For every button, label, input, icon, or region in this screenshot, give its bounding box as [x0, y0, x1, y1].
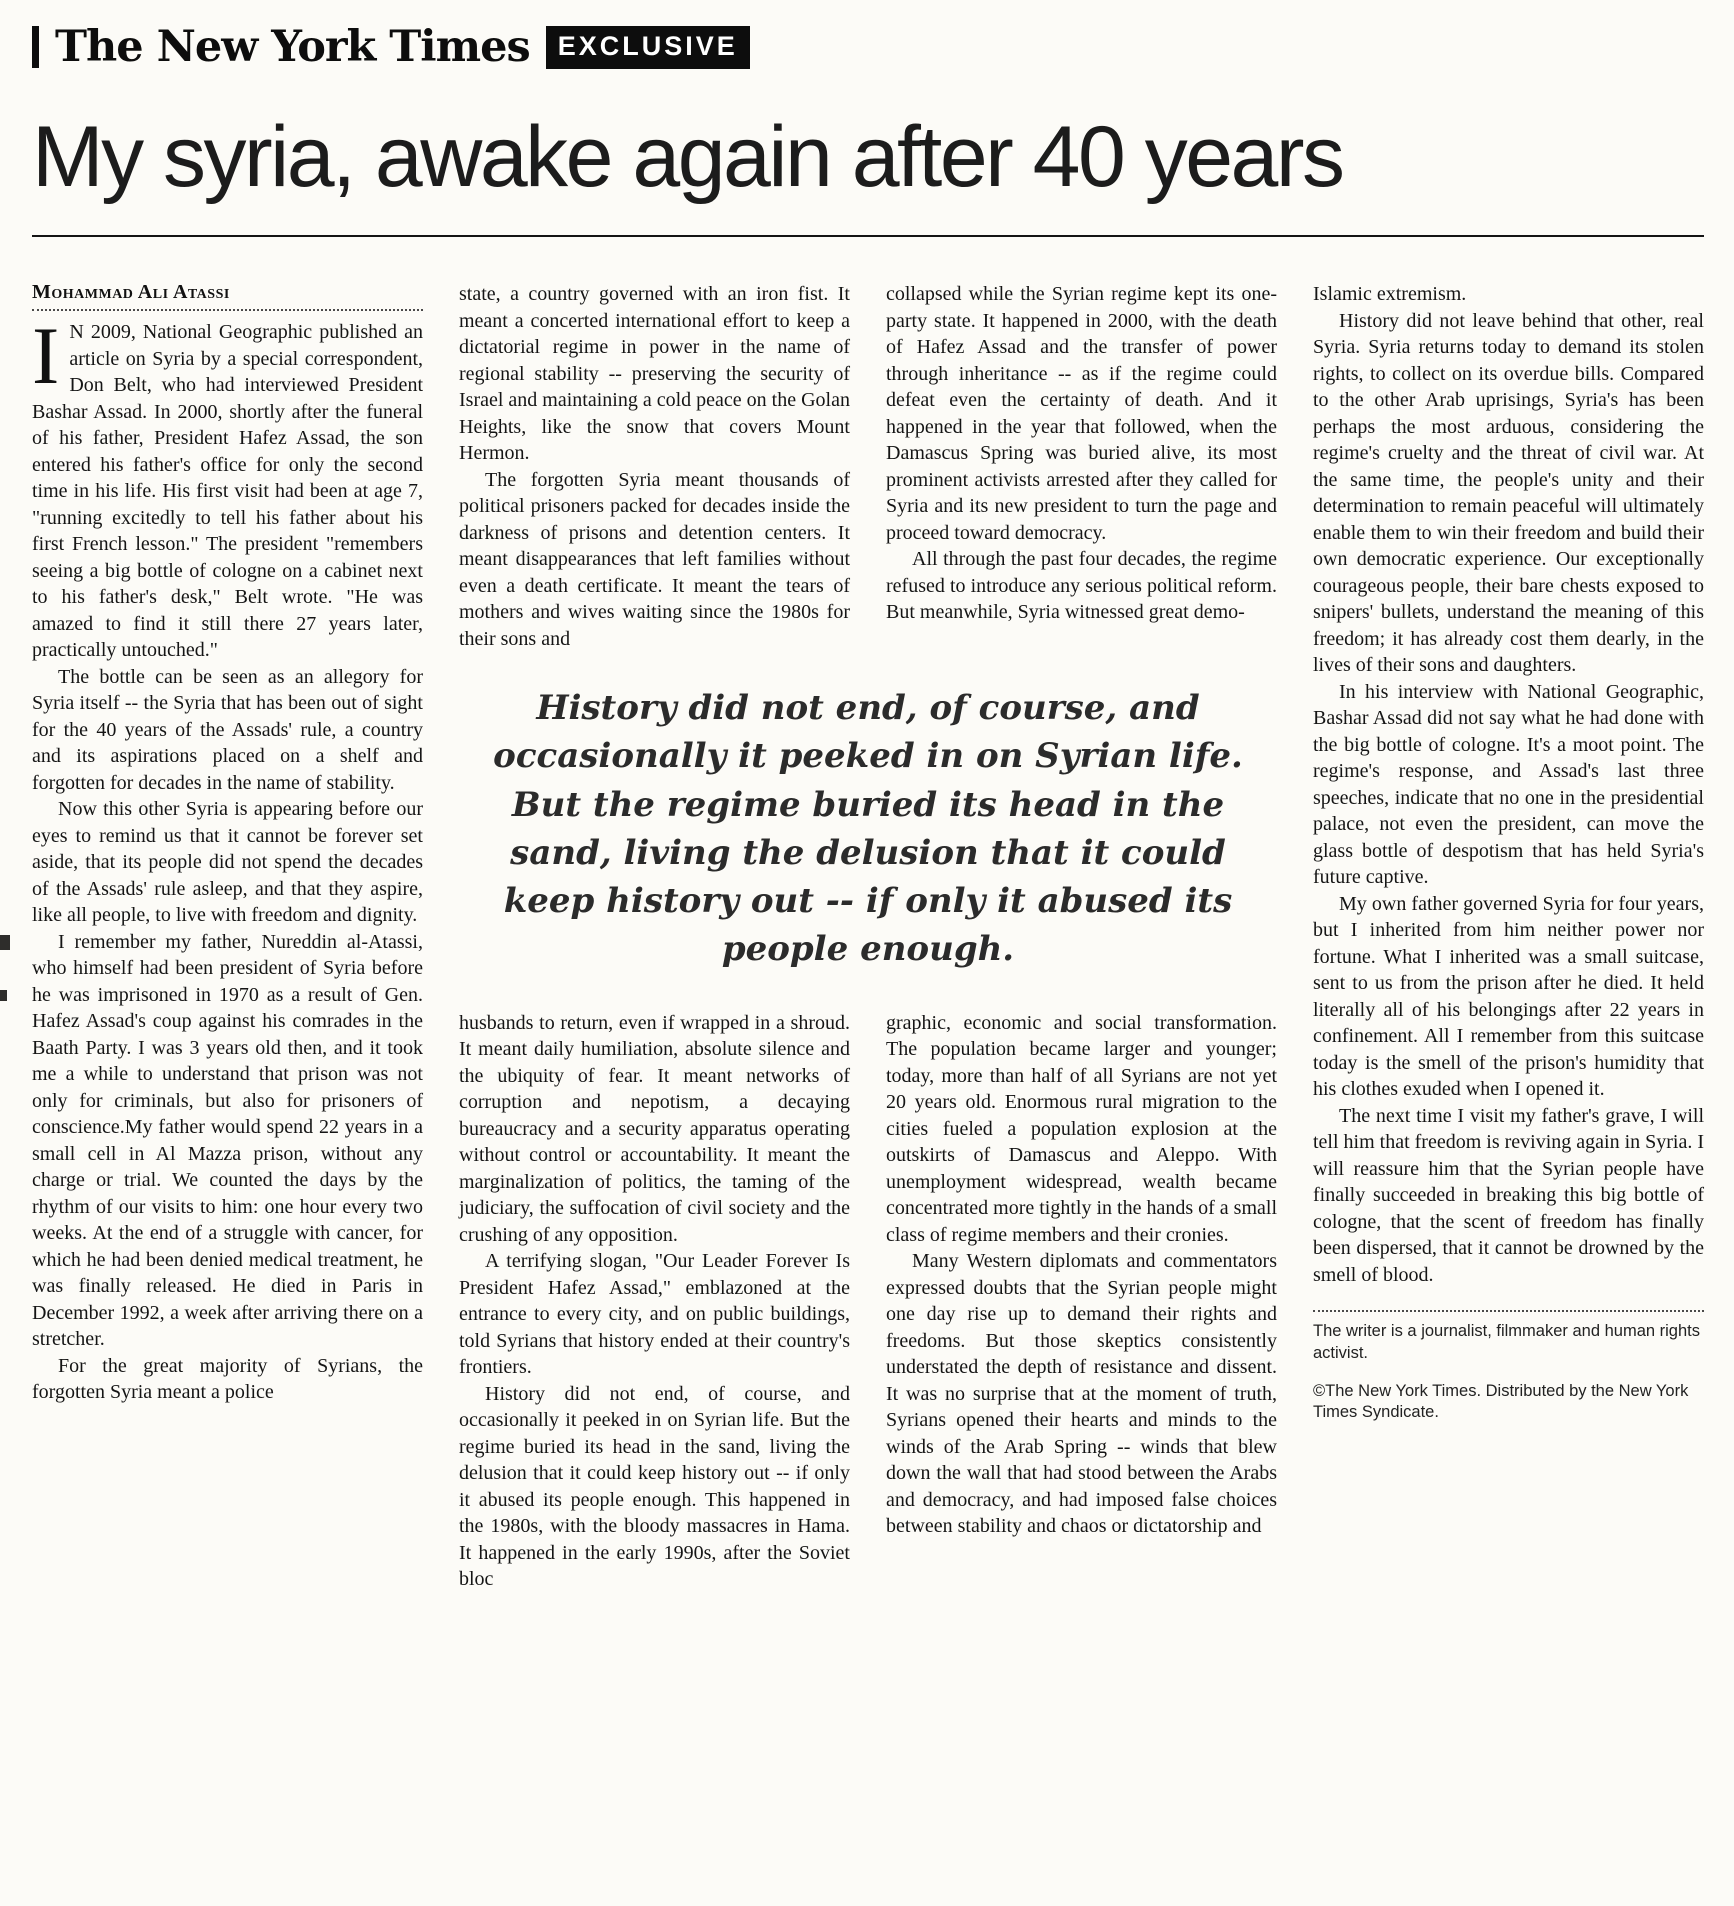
paragraph: IN 2009, National Geographic published an article on Syria by a special correspondent, Don Belt, who had interviewed President Bashar Assad. In 2000, shortly after the funeral of his father, President Hafez Assad, the son entered his father's office for only the second time in his life. His first visit had been at age 7, "running excitedly to tell his father about his first French lesson." The president "remembers seeing a big bottle of cologne on a cabinet next to his father's desk," Belt wrote. "He was amazed to find it still there 27 years later, practically untouched.": [32, 310, 423, 661]
paragraph: Now this other Syria is appearing before our eyes to remind us that it cannot be forever set aside, that its people did not spend the decades of the Assads' rule asleep, and that they aspire, like all people, to live with freedom and dignity.: [32, 798, 423, 926]
masthead: [32, 22, 1704, 72]
paragraph: The next time I visit my father's grave, I will tell him that freedom is reviving again in Syria. I will reassure him that the Syrian people have finally succeeded in breaking this big bottle of cologne, that the scent of freedom has finally been dispersed, that it cannot be drowned by the smell of blood.: [1313, 1104, 1705, 1286]
middle-top-row: [459, 281, 1277, 652]
writer-note: The writer is a journalist, filmmaker and human rights activist.: [1313, 1322, 1700, 1362]
paragraph: I remember my father, Nureddin al-Atassi, who himself had been president of Syria before he was imprisoned in 1970 as a result of Gen. Hafez Assad's coup against his comrades in the Baath Party. I was 3 years old then, and it took me a while to understand that prison was not only for criminals, but also for prisoners of conscience.My father would spend 22 years in a small cell in Al Mazza prison, without any charge or trial. We counted the days by the rhythm of our visits to him: one hour every two weeks. At the end of a struggle with cancer, for which he had been denied medical treatment, he was finally released. He died in Paris in December 1992, a week after arriving there on a stretcher.: [32, 930, 423, 1350]
copyright-note: ©The New York Times. Distributed by the New York Times Syndicate.: [1313, 1381, 1689, 1422]
article-footer: [1313, 1310, 1704, 1424]
paragraph: The bottle can be seen as an allegory for Syria itself -- the Syria that has been out of sight for the 40 years of the Assads' rule, a country and its aspirations placed on a shelf and forgotten for decades in the name of stability.: [32, 665, 423, 794]
article-column-4: [1313, 281, 1704, 1593]
paragraph: For the great majority of Syrians, the forgotten Syria meant a police: [32, 1354, 423, 1403]
paragraph: The forgotten Syria meant thousands of political prisoners packed for decades inside the darkness of prisons and detention centers. It meant disappearances that left families without even a death certificate. It meant the tears of mothers and wives waiting since the 1980s for their sons and: [459, 468, 850, 650]
paragraph: collapsed while the Syrian regime kept its one-party state. It happened in 2000, with the death of Hafez Assad and the transfer of power through inheritance -- as if the regime could defeat even the certainty of death. And it happened in the year that followed, when the Damascus Spring was buried alive, its most prominent activists arrested after they called for Syria and its new president to turn the page and proceed toward democracy.: [886, 283, 1277, 544]
paragraph: History did not leave behind that other, real Syria. Syria returns today to demand its stolen rights, to collect on its overdue bills. Compared to the other Arab uprisings, Syria's has been perhaps the most arduous, considering the regime's cruelty and the threat of civil war. At the same time, the people's unity and their determination to remain peaceful will ultimately enable them to win their freedom and build their own democratic experience. Our exceptionally courageous people, their bare chests exposed to snipers' bullets, understand the meaning of this freedom; it has already cost them dearly, in the lives of their sons and daughters.: [1313, 309, 1704, 676]
article-middle-section: [459, 281, 1277, 1593]
byline-rule: [32, 309, 423, 311]
column-2-top-text: [459, 281, 850, 652]
byline: Mohammad Ali Atassi: [32, 281, 230, 303]
scan-artifact: [0, 990, 7, 1001]
paragraph: In his interview with National Geographic, Bashar Assad did not say what he had done with the big bottle of cologne. It's a moot point. The regime's response, and Assad's last three speeches, indicate that no one in the presidential palace, not even the president, can move the glass bottle of despotism that has held Syria's future captive.: [1313, 680, 1704, 888]
paragraph: My own father governed Syria for four years, but I inherited from him neither power nor fortune. What I inherited was a small suitcase, sent to us from the prison after he died. It held literally all of his belongings after 22 years in confinement. All I remember from this suitcase today is the smell of the prison's humidity that his clothes exuded when I opened it.: [1313, 892, 1704, 1100]
masthead-bar: [32, 26, 39, 68]
pull-quote: History did not end, of course, and occasionally it peeked in on Syrian life. But the regime buried its head in the sand, living the delusion that it could keep history out -- if only it abused its people enough.: [493, 688, 1243, 970]
nyt-logo: The New York Times: [55, 22, 530, 72]
column-3-top-text: [886, 281, 1277, 652]
exclusive-badge: EXCLUSIVE: [546, 26, 750, 69]
paragraph: state, a country governed with an iron fist. It meant a concerted international effort to keep a dictatorial regime in power in the name of regional stability -- preserving the security of Israel and maintaining a cold peace on the Golan Heights, like the snow that covers Mount Hermon.: [459, 283, 850, 464]
scan-artifact: [0, 935, 10, 950]
paragraph: All through the past four decades, the regime refused to introduce any serious political reform. But meanwhile, Syria witnessed great demo-: [886, 548, 1277, 623]
paragraph: husbands to return, even if wrapped in a shroud. It meant daily humiliation, absolute silence and the ubiquity of fear. It meant networks of corruption and nepotism, a decaying bureaucracy and a security apparatus operating without control or accountability. It meant the marginalization of politics, the taming of the judiciary, the suffocation of civil society and the crushing of any opposition.: [459, 1011, 850, 1246]
page-header: [32, 22, 1704, 237]
column-3-bottom-text: [886, 1010, 1277, 1593]
headline-rule: [32, 235, 1704, 237]
paragraph: History did not end, of course, and occasionally it peeked in on Syrian life. But the regime buried its head in the sand, living the delusion that it could keep history out -- if only it abused its people enough. This happened in the 1980s, with the bloody massacres in Hama. It happened in the early 1990s, after the Soviet bloc: [459, 1382, 850, 1591]
headline: My syria, awake again after 40 years: [32, 109, 1343, 205]
paragraph: A terrifying slogan, "Our Leader Forever Is President Hafez Assad," emblazoned at the entrance to every city, and on public buildings, told Syrians that history ended at their country's frontiers.: [459, 1250, 850, 1379]
column-2-bottom-text: [459, 1010, 850, 1593]
paragraph: Many Western diplomats and commentators expressed doubts that the Syrian people might one day rise up to demand their rights and freedoms. But those skeptics consistently understated the depth of resistance and dissent. It was no surprise that at the moment of truth, Syrians opened their hearts and minds to the winds of the Arab Spring -- winds that blew down the wall that had stood between the Arabs and democracy, and had imposed false choices between stability and chaos or dictatorship and: [886, 1250, 1277, 1538]
article-body: [32, 281, 1704, 1593]
article-column-1: [32, 281, 423, 1593]
column-4-text: [1313, 281, 1704, 1288]
column-1-text: [32, 310, 423, 1406]
paragraph: graphic, economic and social transformation. The population became larger and younger; today, more than half of all Syrians are not yet 20 years old. Enormous rural migration to the cities fueled a population explosion at the outskirts of Damascus and Aleppo. With unemployment widespread, wealth became concentrated more tightly in the hands of a small class of regime members and their cronies.: [886, 1011, 1277, 1246]
middle-bottom-row: [459, 1010, 1277, 1593]
footer-dotted-rule: [1313, 1310, 1704, 1312]
paragraph: Islamic extremism.: [1313, 283, 1467, 305]
